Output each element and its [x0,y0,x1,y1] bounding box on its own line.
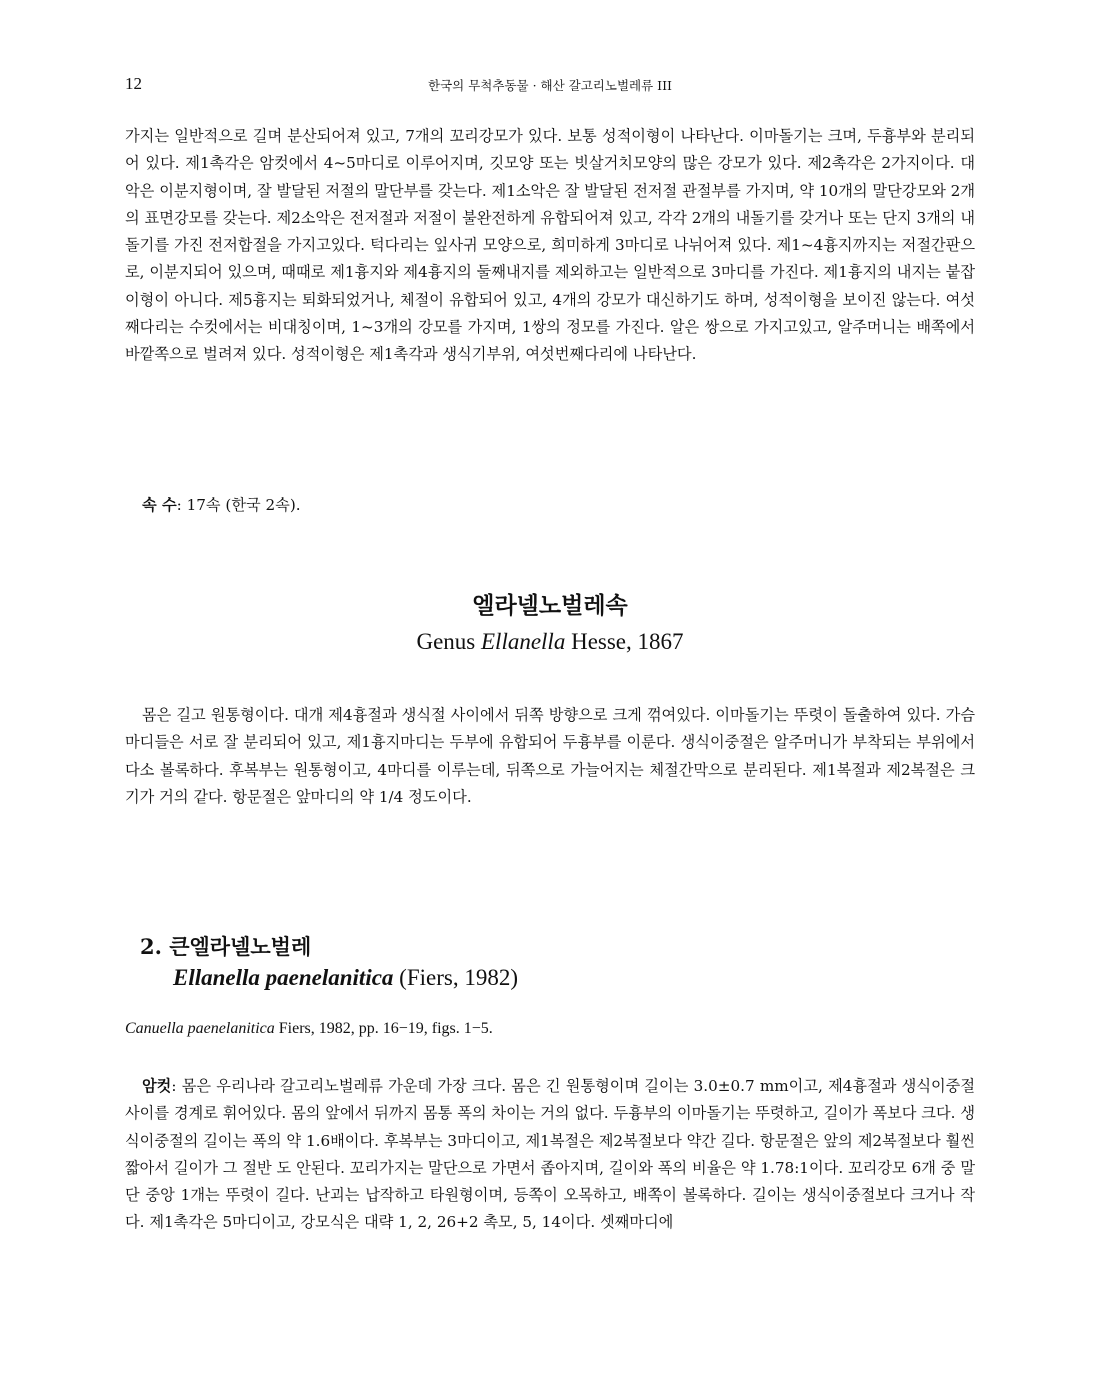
female-label: 암컷 [142,1077,172,1095]
page-header [125,74,975,98]
genus-heading-latin [125,624,975,660]
intro-paragraph: 가지는 일반적으로 길며 분산되어져 있고, 7개의 꼬리강모가 있다. 보통 성적이형이 나타난다. 이마돌기는 크며, 두흉부와 분리되어 있다. 제1촉각은 암컷에서 4~5마디로 이루어지며, 깃모양 또는 빗살거치모양의 많은 강모가 있다. 제2촉각은 2가지이다. 대악은 이분지형이며, 잘 발달된 저절의 말단부를 갖는다. 제1소악은 잘 발달된 전저절 관절부를 가지며, 약 10개의 말단강모와 2개의 표면강모를 갖는다. 제2소악은 전저절과 저절이 불완전하게 유합되어져 있고, 각각 2개의 내돌기를 갖거나 또는 단지 3개의 내돌기를 가진 전저합절을 가지고있다. 턱다리는 잎사귀 모양으로, 희미하게 3마디로 나뉘어져 있다. 제1~4흉지까지는 저절간판으로, 이분지되어 있으며, 때때로 제1흉지와 제4흉지의 둘째내지를 제외하고는 일반적으로 3마디를 가진다. 제1흉지의 내지는 붙잡이형이 아니다. 제5흉지는 퇴화되었거나, 체절이 유합되어 있고, 4개의 강모가 대신하기도 하며, 성적이형을 보이진 않는다. 여섯째다리는 수컷에서는 비대칭이며, 1~3개의 강모를 가지며, 1쌍의 정모를 가진다. 알은 쌍으로 가지고있고, 알주머니는 배쪽에서 바깥쪽으로 벌려져 있다. 성적이형은 제1촉각과 생식기부위, 여섯번째다리에 나타난다. [125,127,975,364]
genus-description-section [125,702,975,811]
synonym-name: Canuella paenelanitica [125,1020,275,1037]
female-paragraph [125,1073,975,1237]
running-title: 한국의 무척추동물 · 해산 갈고리노벌레류 III [428,78,672,93]
genus-count-label: 속 수 [142,496,177,514]
genus-heading [125,588,975,660]
synonym-reference: Fiers, 1982, pp. 16−19, figs. 1−5. [274,1020,493,1037]
genus-paragraph: 몸은 길고 원통형이다. 대개 제4흉절과 생식절 사이에서 뒤쪽 방향으로 크게 꺾여있다. 이마돌기는 뚜렷이 돌출하여 있다. 가슴마디들은 서로 잘 분리되어 있고, 제1흉지마디는 두부에 유합되어 두흉부를 이룬다. 생식이중절은 알주머니가 부착되는 부위에서 다소 볼록하다. 후복부는 원통형이고, 4마디를 이루는데, 뒤쪽으로 가늘어지는 체절간막으로 분리된다. 제1복절과 제2복절은 크기가 거의 같다. 항문절은 앞마디의 약 1/4 정도이다. [125,706,975,806]
genus-author: Hesse, 1867 [565,629,684,654]
intro-section [125,123,975,369]
species-heading [140,932,975,994]
genus-count-text: : 17속 (한국 2속). [176,496,301,514]
species-heading-latin [140,962,975,994]
genus-heading-korean: 엘라넬노벌레속 [472,592,628,619]
species-heading-korean: 2. 큰엘라넬노벌레 [140,934,312,959]
genus-name: Ellanella [481,629,566,654]
genus-count [142,494,975,515]
page-number: 12 [125,74,142,93]
species-scientific-name: Ellanella paenelanitica [173,965,394,990]
female-description-section [125,1073,975,1237]
female-text: : 몸은 우리나라 갈고리노벌레류 가운데 가장 크다. 몸은 긴 원통형이며 길이는 3.0±0.7 mm이고, 제4흉절과 생식이중절 사이를 경계로 휘어있다. 몸의 앞에서 뒤까지 몸통 폭의 차이는 거의 없다. 두흉부의 이마돌기는 뚜렷하고, 길이가 폭보다 크다. 생식이중절의 길이는 폭의 약 1.6배이다. 후복부는 3마디이고, 제1복절은 제2복절보다 약간 길다. 항문절은 앞의 제2복절보다 훨씬 짧아서 길이가 그 절반 도 안된다. 꼬리가지는 말단으로 가면서 좁아지며, 길이와 폭의 비율은 약 1.78:1이다. 꼬리강모 6개 중 말단 중앙 1개는 뚜렷이 길다. 난괴는 납작하고 타원형이며, 등쪽이 오목하고, 배쪽이 볼록하다. 길이는 생식이중절보다 크거나 작다. 제1촉각은 5마디이고, 강모식은 대략 1, 2, 26+2 촉모, 5, 14이다. 셋째마디에 [125,1077,975,1232]
species-author: (Fiers, 1982) [393,965,518,990]
genus-prefix: Genus [416,629,481,654]
synonym-citation [125,1020,975,1038]
